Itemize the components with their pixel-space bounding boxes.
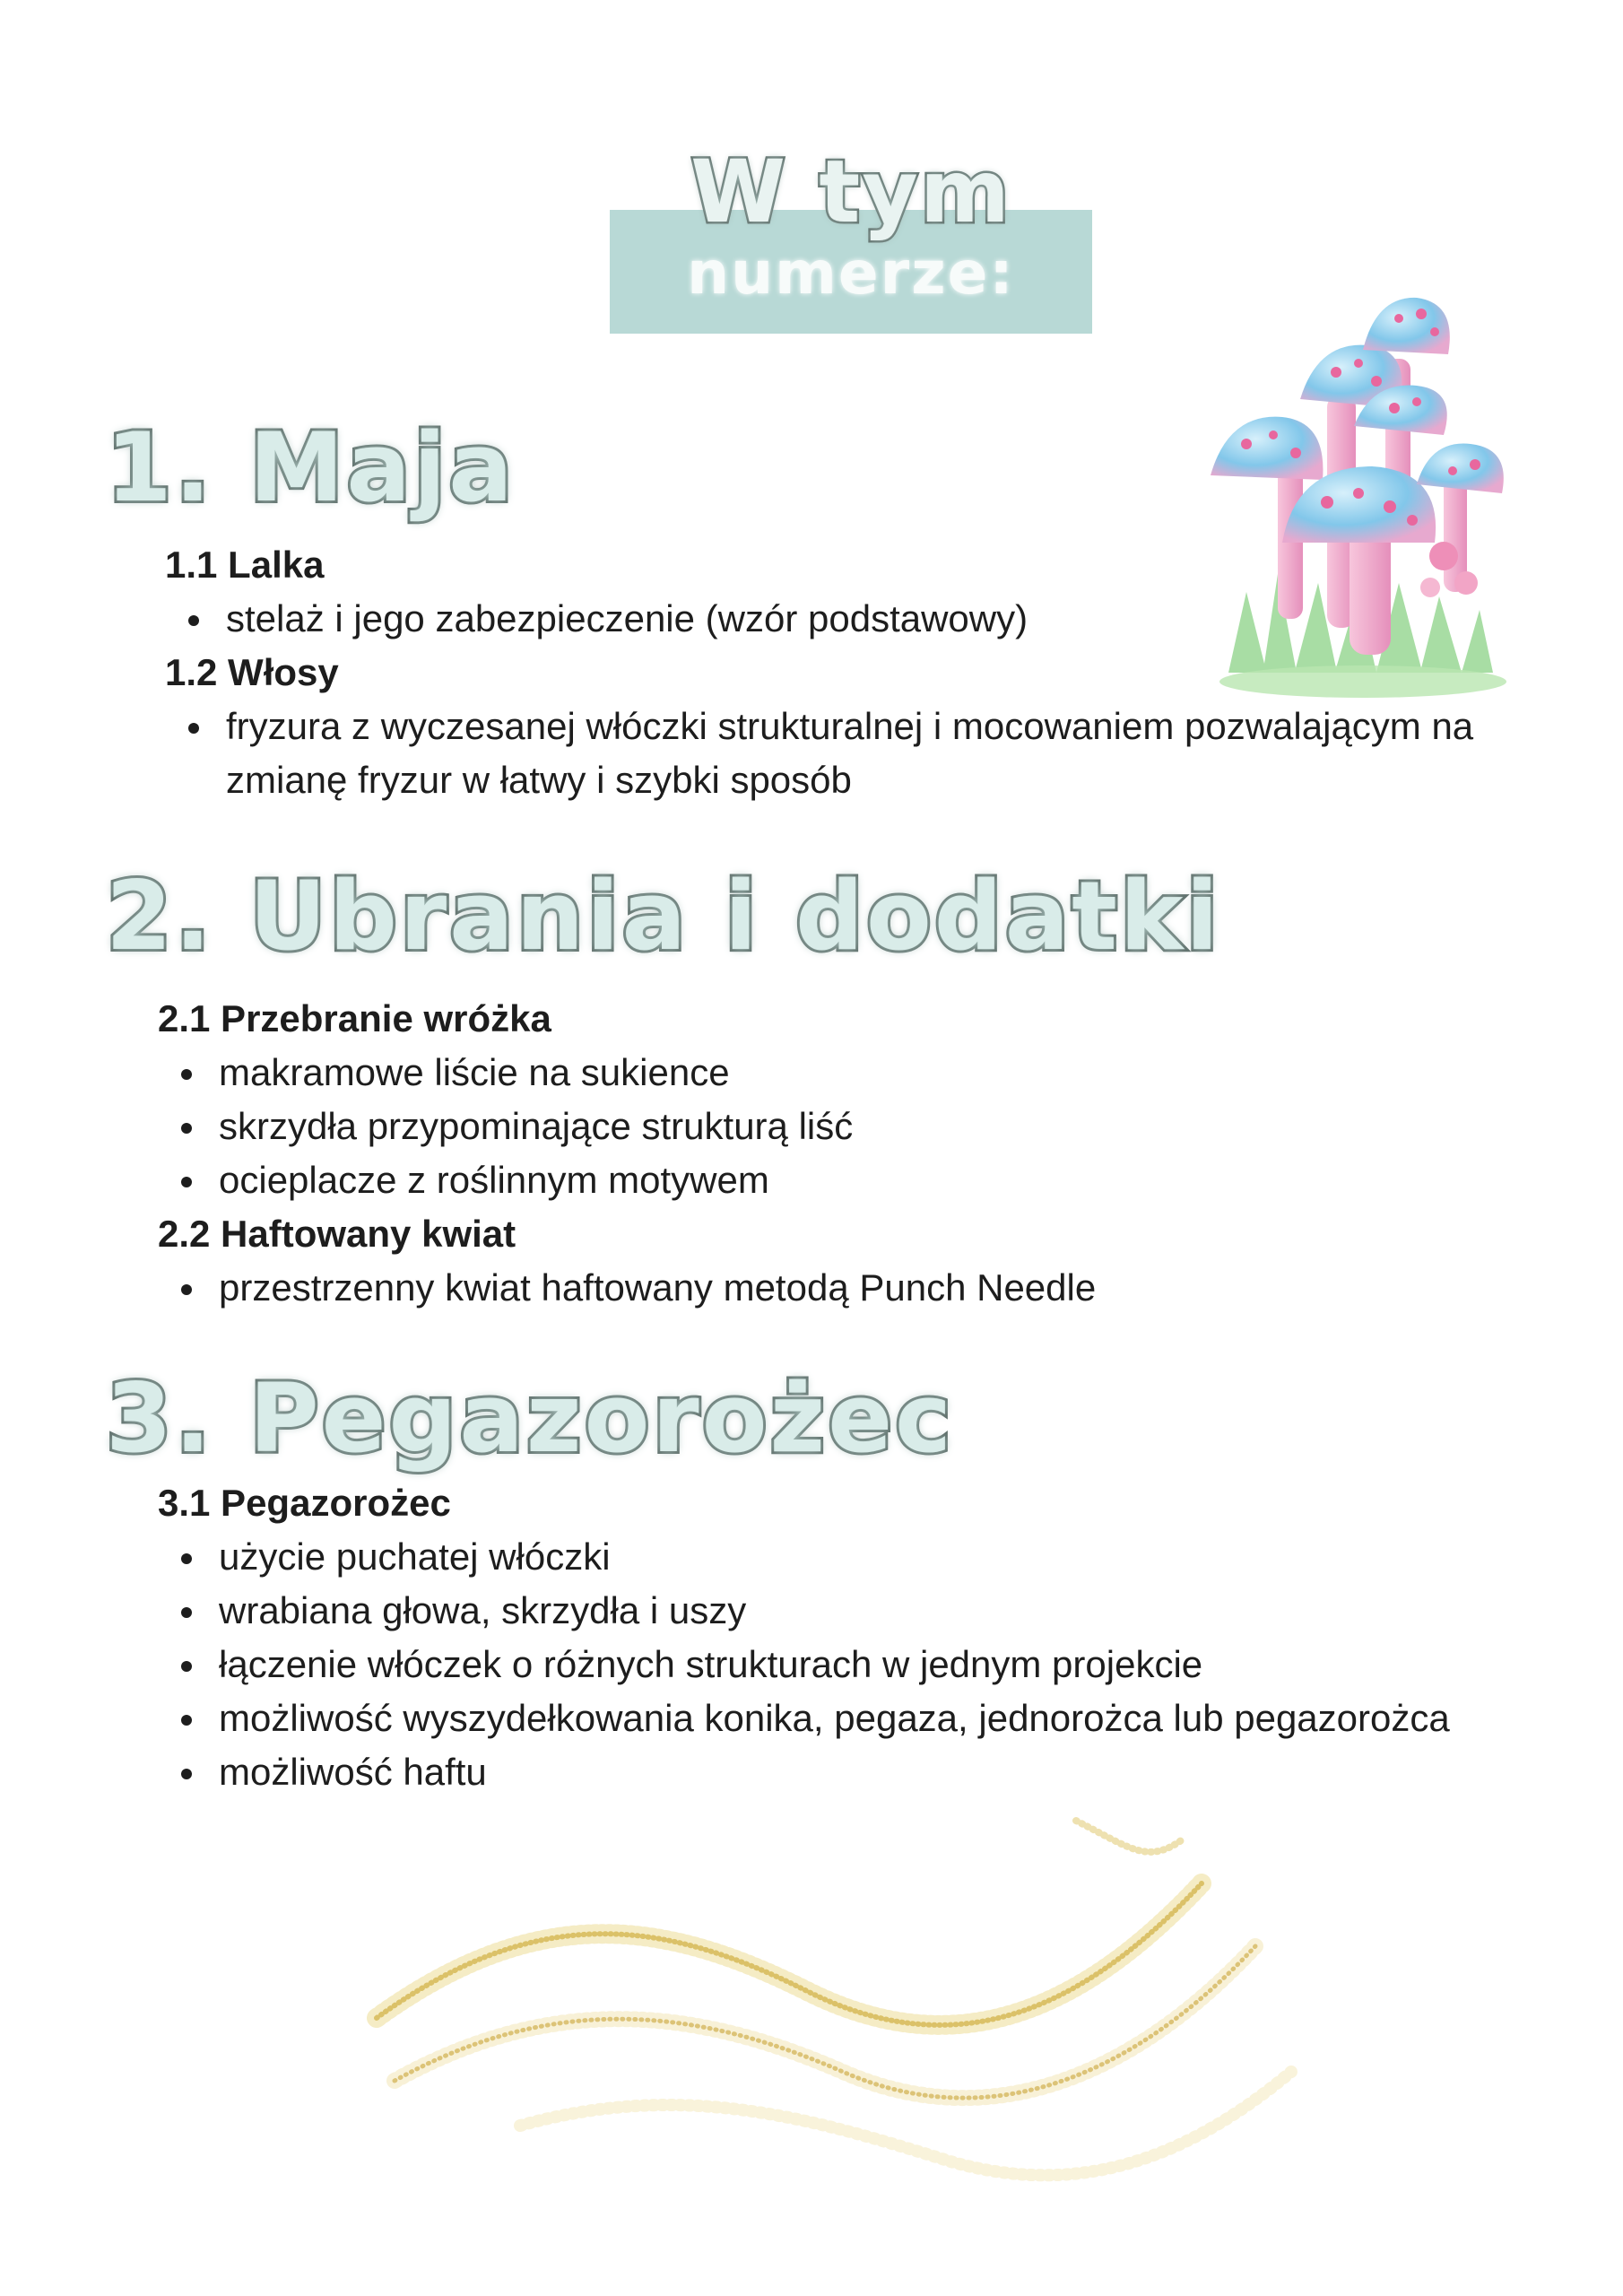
gold-glitter-decoration: [341, 1785, 1345, 2251]
section-heading-pegazorozec: 3. Pegazorożec: [106, 1363, 954, 1474]
list-item: możliwość wyszydełkowania konika, pegaza, jednorożca lub pegazorożca: [176, 1692, 1575, 1745]
subsection-title-lalka: 1.1 Lalka: [165, 544, 325, 586]
bullet-list: [176, 1530, 1575, 1799]
subsection-title-pegazorozec: 3.1 Pegazorożec: [158, 1482, 451, 1524]
list-item: fryzura z wyczesanej włóczki strukturalnej i mocowaniem pozwalającym na zmianę fryzur w łatwy i szybki sposób: [183, 700, 1483, 807]
list-item: łączenie włóczek o różnych strukturach w jednym projekcie: [176, 1638, 1575, 1692]
section-heading-maja: 1. Maja: [106, 413, 516, 523]
bullet-list: [176, 1261, 1521, 1315]
list-item: skrzydła przypominające strukturą liść: [176, 1100, 1521, 1153]
bullet-list: [183, 592, 1528, 646]
subsection-title-przebranie: 2.1 Przebranie wróżka: [158, 997, 551, 1039]
list-item: makramowe liście na sukience: [176, 1046, 1521, 1100]
list-item: użycie puchatej włóczki: [176, 1530, 1575, 1584]
page-subtitle: numerze:: [687, 239, 1015, 308]
list-item: możliwość haftu: [176, 1745, 1575, 1799]
subsection-title-wlosy: 1.2 Włosy: [165, 651, 339, 693]
list-item: stelaż i jego zabezpieczenie (wzór podstawowy): [183, 592, 1528, 646]
subsection-title-kwiat: 2.2 Haftowany kwiat: [158, 1213, 516, 1255]
page-title: W tym: [690, 142, 1011, 242]
list-item: przestrzenny kwiat haftowany metodą Punch Needle: [176, 1261, 1521, 1315]
list-item: wrabiana głowa, skrzydła i uszy: [176, 1584, 1575, 1638]
section-heading-ubrania: 2. Ubrania i dodatki: [106, 861, 1221, 971]
bullet-list: [176, 1046, 1521, 1207]
list-item: ocieplacze z roślinnym motywem: [176, 1153, 1521, 1207]
bullet-list: [183, 700, 1483, 807]
